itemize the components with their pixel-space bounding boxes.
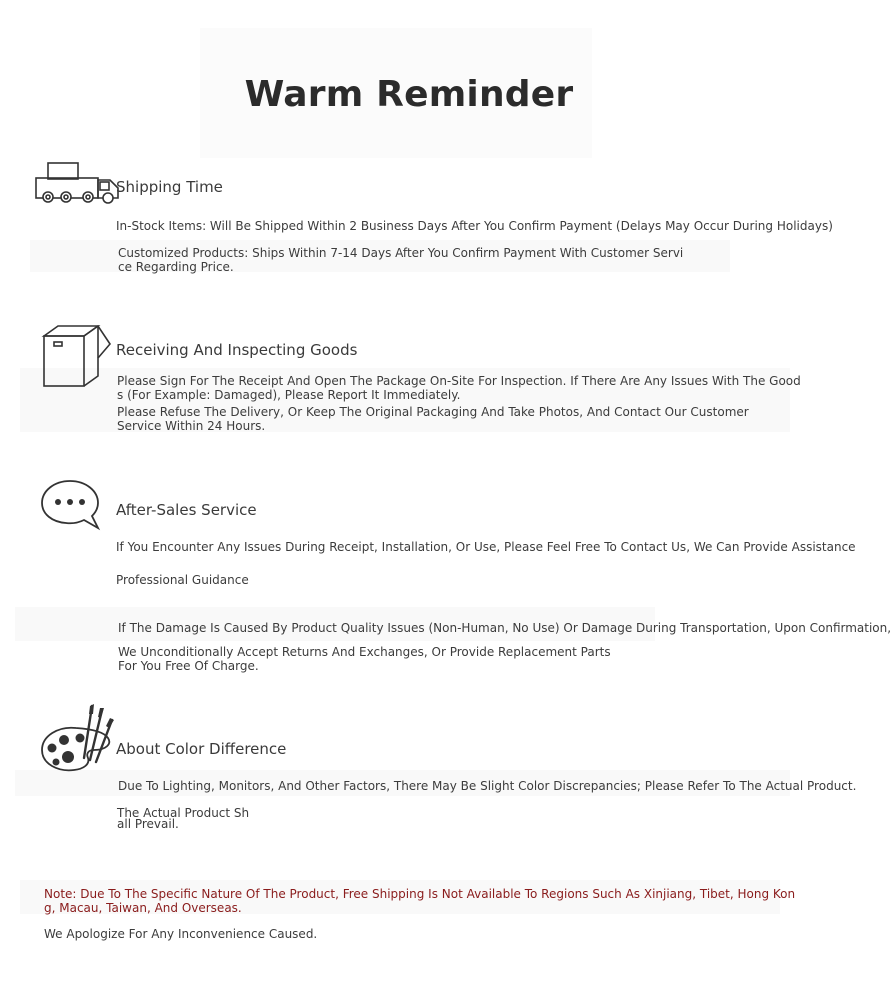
color-line-2: The Actual Product Sh <box>117 806 250 820</box>
shipping-line-customized: Customized Products: Ships Within 7-14 Days After You Confirm Payment With Customer Servi <box>118 246 684 260</box>
after-sales-line-5: For You Free Of Charge. <box>118 659 259 673</box>
color-line-1: Due To Lighting, Monitors, And Other Factors, There May Be Slight Color Discrepancies; Please Refer To The Actual Product. <box>118 779 857 793</box>
package-box-icon <box>40 324 112 390</box>
color-line-3: all Prevail. <box>117 817 179 831</box>
section-heading-receiving: Receiving And Inspecting Goods <box>116 341 358 359</box>
section-heading-shipping-time: Shipping Time <box>116 178 223 196</box>
after-sales-line-4: We Unconditionally Accept Returns And Exchanges, Or Provide Replacement Parts <box>118 645 611 659</box>
after-sales-line-2: Professional Guidance <box>116 573 249 587</box>
section-heading-after-sales: After-Sales Service <box>116 501 257 519</box>
shipping-line-customized-cont: ce Regarding Price. <box>118 260 234 274</box>
receiving-line-2: s (For Example: Damaged), Please Report It Immediately. <box>117 388 461 402</box>
apology-text: We Apologize For Any Inconvenience Caused. <box>44 927 318 941</box>
receiving-line-3: Please Refuse The Delivery, Or Keep The Original Packaging And Take Photos, And Contact Our Customer <box>117 405 749 419</box>
shipping-note-line-1: Note: Due To The Specific Nature Of The Product, Free Shipping Is Not Available To Regions Such As Xinjiang, Tibet, Hong Kon <box>44 887 796 901</box>
paint-palette-icon <box>40 702 116 774</box>
shipping-note-line-2: g, Macau, Taiwan, And Overseas. <box>44 901 242 915</box>
chat-bubble-icon <box>40 478 102 532</box>
after-sales-line-1: If You Encounter Any Issues During Receipt, Installation, Or Use, Please Feel Free To Contact Us, We Can Provide Assistance <box>116 540 856 554</box>
receiving-line-1: Please Sign For The Receipt And Open The Package On-Site For Inspection. If There Are Any Issues With The Good <box>117 374 801 388</box>
shipping-line-in-stock: In-Stock Items: Will Be Shipped Within 2 Business Days After You Confirm Payment (Delays May Occur During Holidays) <box>116 219 833 233</box>
page-title: Warm Reminder <box>244 74 574 115</box>
after-sales-line-3: If The Damage Is Caused By Product Quality Issues (Non-Human, No Use) Or Damage During Transportation, Upon Confirmation, <box>118 621 891 635</box>
section-heading-color-difference: About Color Difference <box>116 740 287 758</box>
truck-icon <box>34 160 120 208</box>
receiving-line-4: Service Within 24 Hours. <box>117 419 266 433</box>
